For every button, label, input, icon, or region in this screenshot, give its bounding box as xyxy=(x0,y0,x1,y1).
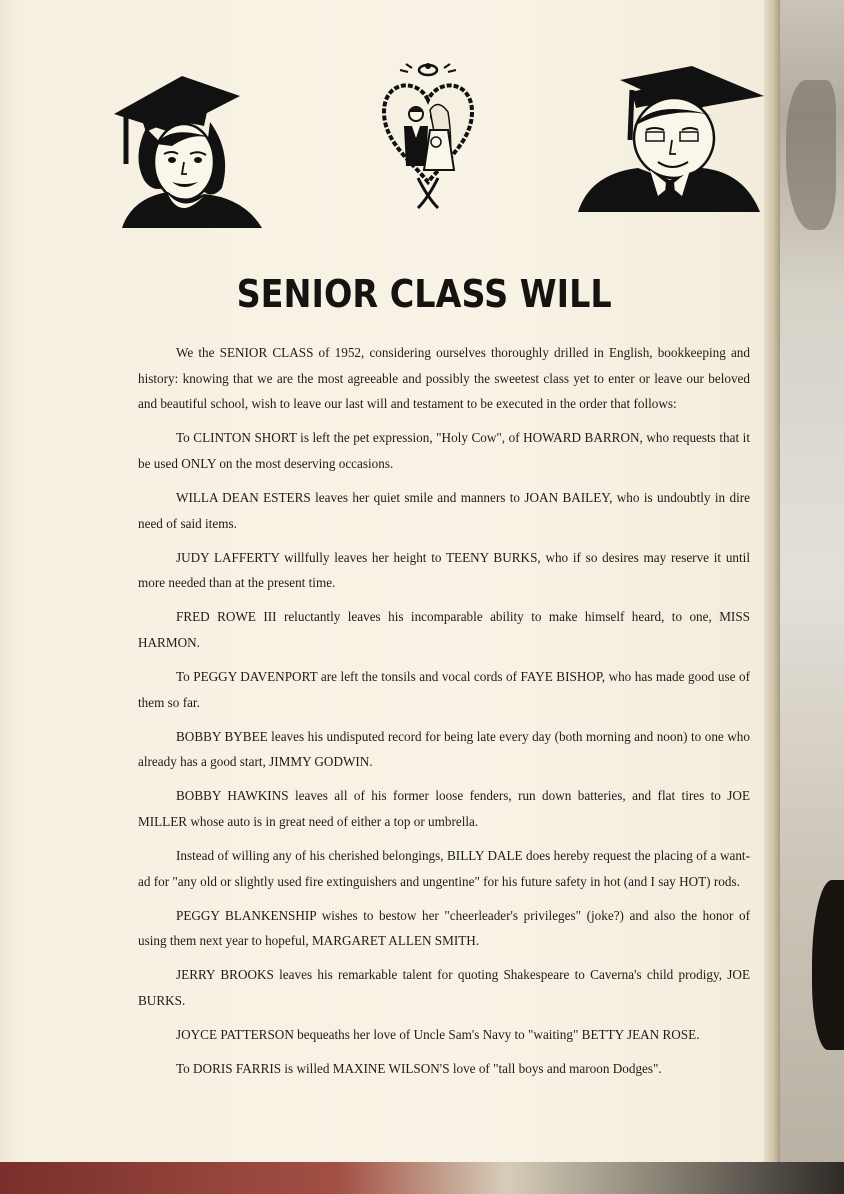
will-paragraph: To PEGGY DAVENPORT are left the tonsils and vocal cords of FAYE BISHOP, who has made good use of them so far. xyxy=(138,669,750,710)
will-paragraph: FRED ROWE III reluctantly leaves his incomparable ability to make himself heard, to one, MISS HARMON. xyxy=(138,609,750,650)
wedding-couple-heart-icon xyxy=(378,58,478,218)
will-paragraph: JUDY LAFFERTY willfully leaves her height to TEENY BURKS, who if so desires may reserve it until more needed than at the present time. xyxy=(138,549,750,591)
girl-graduate-icon xyxy=(112,62,272,232)
will-paragraph: WILLA DEAN ESTERS leaves her quiet smile and manners to JOAN BAILEY, who is undoubtly in dire need of said items. xyxy=(138,489,750,531)
will-paragraph: To CLINTON SHORT is left the pet expression, "Holy Cow", of HOWARD BARRON, who requests that it be used ONLY on the most deserving occasions. xyxy=(138,430,750,471)
bottom-background xyxy=(0,1162,844,1194)
page-edge xyxy=(764,0,780,1162)
boy-graduate-icon xyxy=(574,64,766,220)
will-paragraph: BOBBY BYBEE leaves his undisputed record for being late every day (both morning and noon) to one who already has a good start, JIMMY GODWIN. xyxy=(138,728,750,770)
will-paragraph: PEGGY BLANKENSHIP wishes to bestow her "cheerleader's privileges" (joke?) and also the honor of using them next year to hopeful, MARGARET ALLEN SMITH. xyxy=(138,907,750,949)
will-paragraph: Instead of willing any of his cherished belongings, BILLY DALE does hereby request the placing of a want-ad for "any old or slightly used fire extinguishers and ungentine" for his future safety in hot (and I say HOT) rods. xyxy=(138,848,750,889)
will-text xyxy=(138,340,750,1090)
will-paragraph: JOYCE PATTERSON bequeaths her love of Uncle Sam's Navy to "waiting" BETTY JEAN ROSE. xyxy=(176,1027,700,1043)
will-paragraph: BOBBY HAWKINS leaves all of his former loose fenders, run down batteries, and flat tires to JOE MILLER whose auto is in great need of either a top or umbrella. xyxy=(138,788,750,829)
will-paragraph: JERRY BROOKS leaves his remarkable talent for quoting Shakespeare to Caverna's child prodigy, JOE BURKS. xyxy=(138,967,750,1009)
adjacent-photo-figure xyxy=(786,80,836,230)
will-paragraph: To DORIS FARRIS is willed MAXINE WILSON'S love of "tall boys and maroon Dodges". xyxy=(176,1061,662,1077)
adjacent-photo-shadow xyxy=(812,880,844,1050)
intro-paragraph: We the SENIOR CLASS of 1952, considering ourselves thoroughly drilled in English, bookkeeping and history: knowing that we are the most agreeable and possibly the sweetest class yet to enter or leave our beloved and beautiful school, wish to leave our last will and testament to be executed in the order that follows: xyxy=(138,345,750,412)
page-title: SENIOR CLASS WILL xyxy=(236,272,612,316)
